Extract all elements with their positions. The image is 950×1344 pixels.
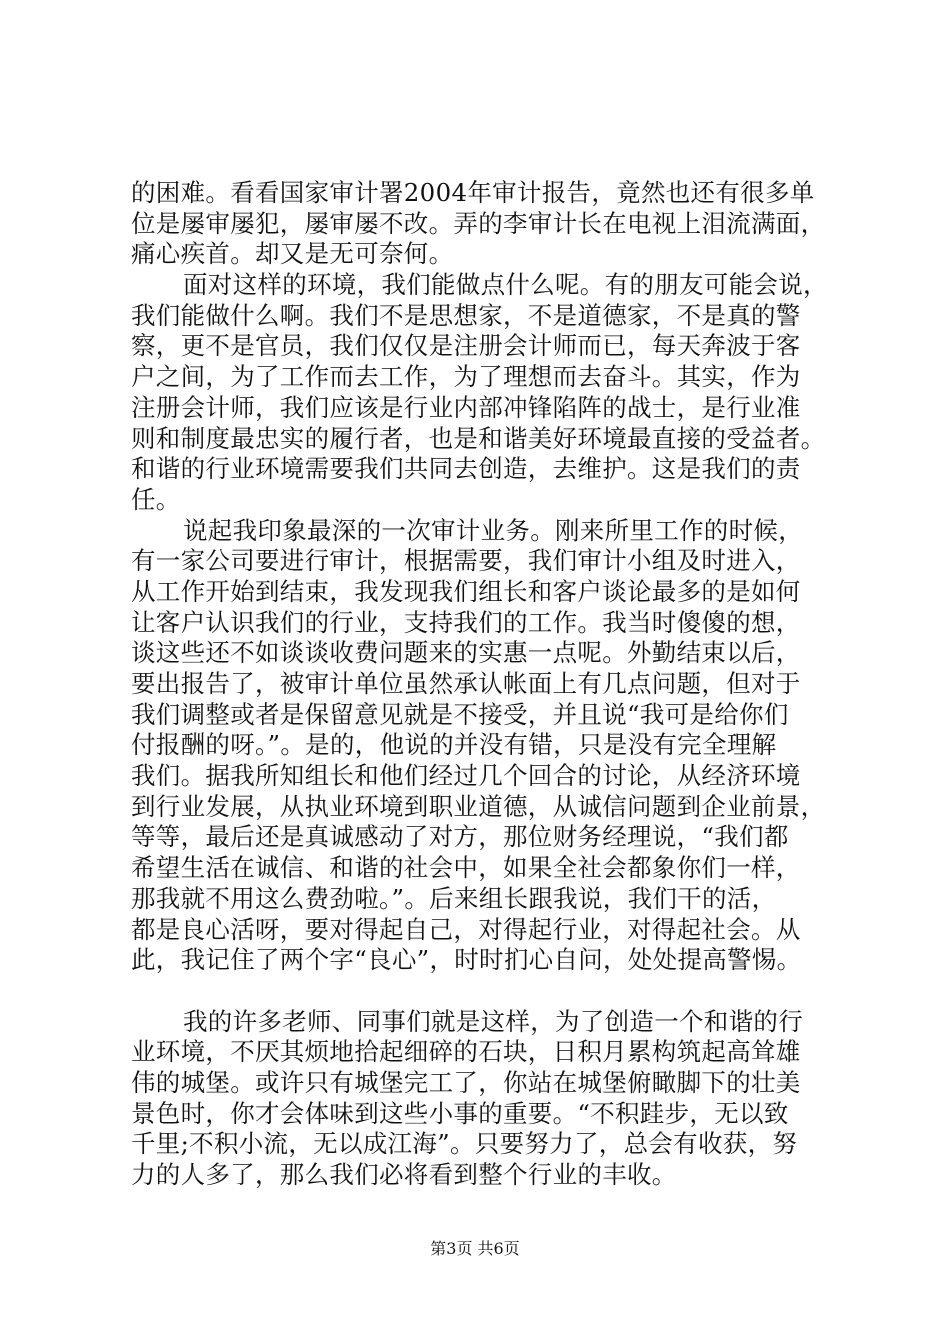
text-line: 都是良心活呀，要对得起自己，对得起行业，对得起社会。从: [131, 914, 801, 944]
text-line: 要出报告了，被审计单位虽然承认帐面上有几点问题，但对于: [131, 669, 801, 698]
text-line: 察，更不是官员，我们仅仅是注册会计师而已，每天奔波于客: [131, 331, 801, 361]
paragraph-start-line: 面对这样的环境，我们能做点什么呢。有的朋友可能会说，: [183, 270, 828, 300]
text-line: 那我就不用这么费劲啦。”。后来组长跟我说，我们干的活，: [131, 883, 777, 913]
text-line: 千里;不积小流，无以成江海”。只要努力了，总会有收获，努: [131, 1129, 798, 1159]
text-line: 注册会计师，我们应该是行业内部冲锋陷阵的战士，是行业准: [131, 392, 801, 422]
text-line: 我们能做什么啊。我们不是思想家，不是道德家，不是真的警: [131, 300, 801, 330]
text-line: 景色时，你才会体味到这些小事的重要。“不积跬步，无以致: [131, 1098, 789, 1128]
text-line: 的困难。看看国家审计署2004年审计报告，竟然也还有很多单: [131, 178, 815, 207]
paragraph-gap: [131, 976, 831, 1007]
paragraph-start-line: 说起我印象最深的一次审计业务。刚来所里工作的时候，: [183, 515, 803, 545]
text-line: 希望生活在诚信、和谐的社会中，如果全社会都象你们一样，: [131, 853, 801, 883]
text-line: 则和制度最忠实的履行者，也是和谐美好环境最直接的受益者。: [131, 423, 826, 453]
page-number-footer: 第3页 共6页: [430, 1239, 520, 1258]
text-line: 我们调整或者是保留意见就是不接受，并且说“我可是给你们: [131, 699, 789, 729]
text-line: 伟的城堡。或许只有城堡完工了，你站在城堡俯瞰脚下的壮美: [131, 1067, 801, 1097]
text-line: 等等，最后还是真诚感动了对方，那位财务经理说，“我们都: [131, 822, 789, 852]
text-line: 任。: [131, 484, 181, 514]
text-line: 让客户认识我们的行业，支持我们的工作。我当时傻傻的想，: [131, 607, 801, 637]
text-line: 力的人多了，那么我们必将看到整个行业的丰收。: [131, 1160, 677, 1189]
text-line: 位是屡审屡犯，屡审屡不改。弄的李审计长在电视上泪流满面，: [131, 208, 826, 238]
text-line: 付报酬的呀。”。是的，他说的并没有错，只是没有完全理解: [131, 730, 777, 760]
text-line: 我们。据我所知组长和他们经过几个回合的讨论，从经济环境: [131, 761, 801, 791]
document-body: [131, 178, 831, 1191]
text-line: 户之间，为了工作而去工作，为了理想而去奋斗。其实，作为: [131, 362, 801, 392]
text-line: 痛心疾首。却又是无可奈何。: [131, 239, 454, 269]
text-line: 此，我记住了两个字“良心”，时时扪心自问，处处提高警惕。: [131, 945, 802, 975]
text-line: 业环境，不厌其烦地拾起细碎的石块，日积月累构筑起高耸雄: [131, 1037, 801, 1067]
text-line: 从工作开始到结束，我发现我们组长和客户谈论最多的是如何: [131, 576, 801, 606]
text-line: 有一家公司要进行审计，根据需要，我们审计小组及时进入，: [131, 546, 801, 576]
paragraph-start-line: 我的许多老师、同事们就是这样，为了创造一个和谐的行: [183, 1006, 803, 1036]
text-line: 谈这些还不如谈谈收费问题来的实惠一点呢。外勤结束以后，: [131, 638, 801, 668]
text-line: 和谐的行业环境需要我们共同去创造，去维护。这是我们的责: [131, 454, 801, 484]
text-line: 到行业发展，从执业环境到职业道德，从诚信问题到企业前景，: [131, 791, 826, 821]
